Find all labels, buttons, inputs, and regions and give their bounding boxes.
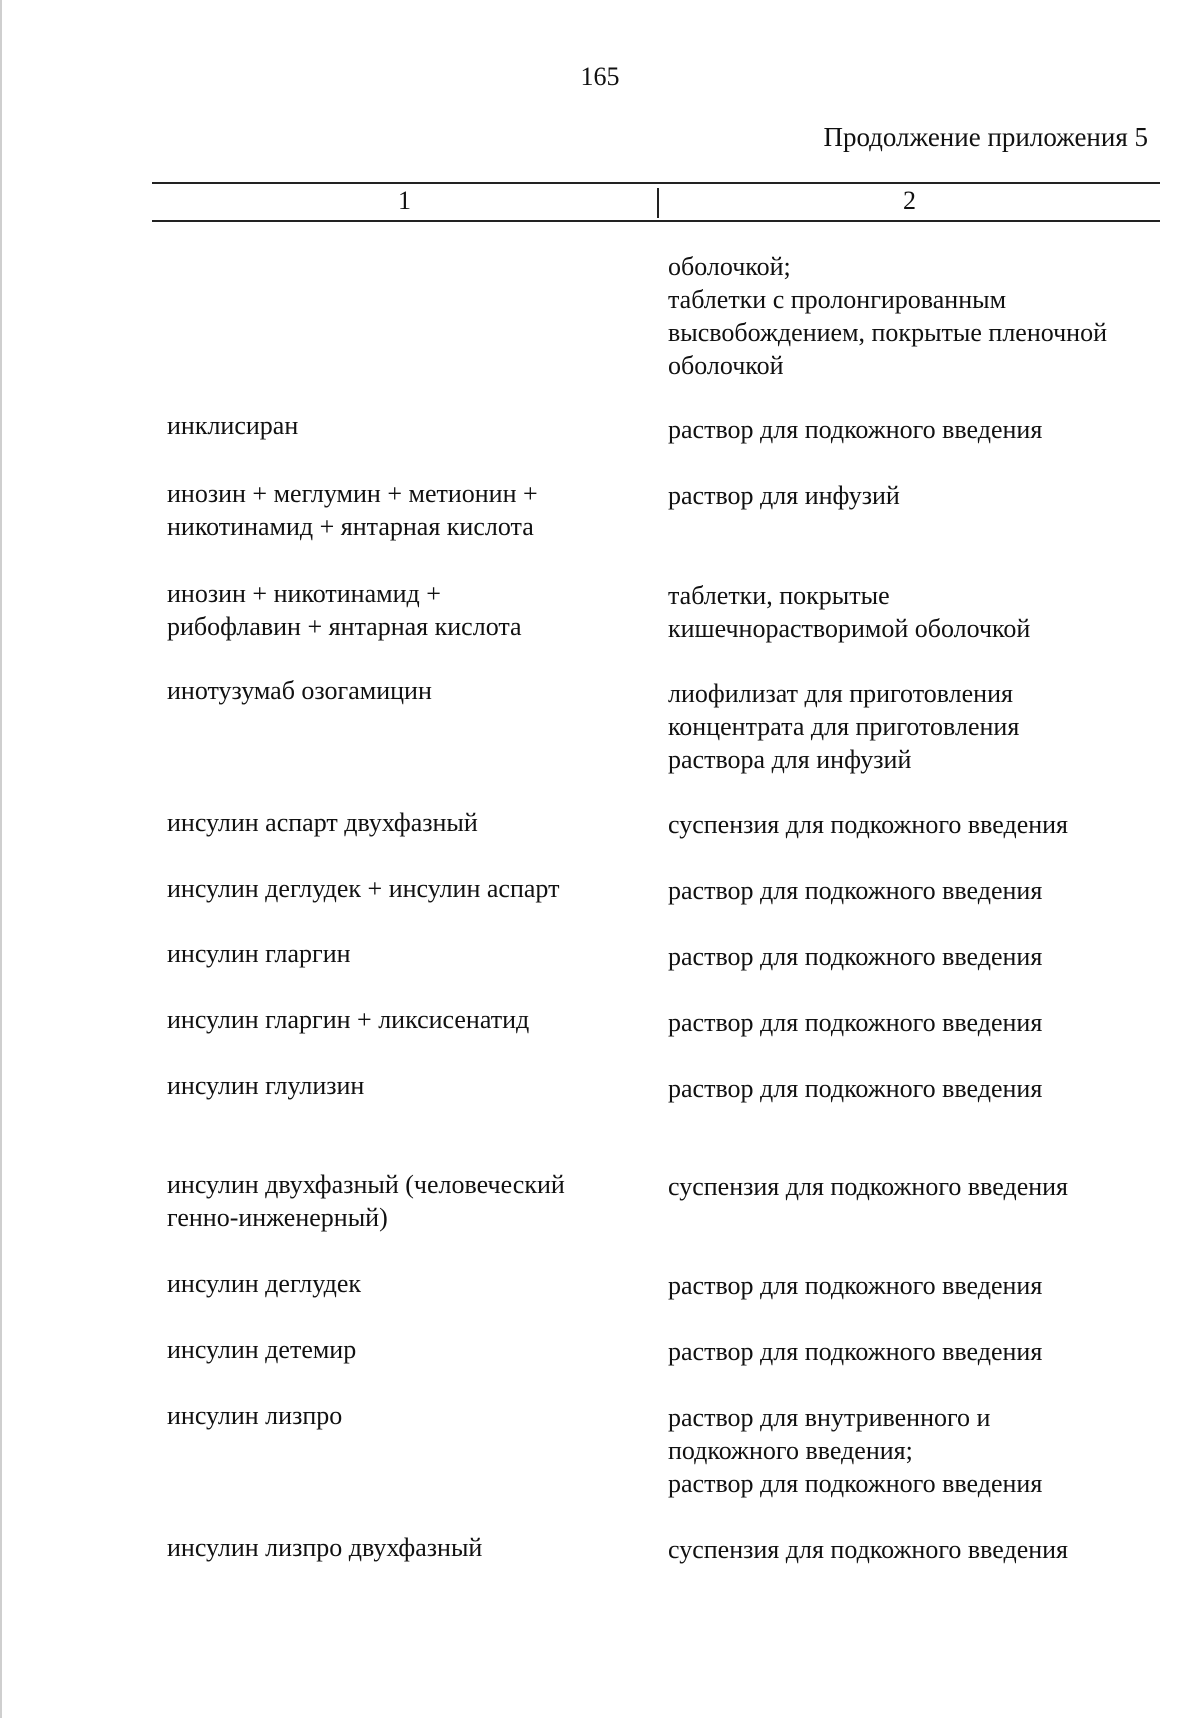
row-name: инозин + меглумин + метионин + никотинамид + янтарная кислота xyxy=(167,479,538,541)
row-name: инсулин лизпро двухфазный xyxy=(167,1533,483,1562)
row-name: инсулин деглудек xyxy=(167,1269,362,1298)
row-form: раствор для подкожного введения xyxy=(668,942,1043,971)
scan-edge xyxy=(0,0,2,1718)
row-name: инозин + никотинамид + рибофлавин + янтарная кислота xyxy=(167,579,522,641)
row-form: раствор для подкожного введения xyxy=(668,1337,1043,1366)
page-number: 165 xyxy=(580,62,620,91)
row-form: раствор для подкожного введения xyxy=(668,415,1043,444)
row-form: лиофилизат для приготовления концентрата для приготовления раствора для инфузий xyxy=(668,679,1020,774)
row-name: инсулин двухфазный (человеческий генно-инженерный) xyxy=(167,1170,565,1232)
row-form: суспензия для подкожного введения xyxy=(668,1172,1069,1201)
row-form: раствор для подкожного введения xyxy=(668,1271,1043,1300)
row-name: инклисиран xyxy=(167,411,299,440)
column-header-2: 2 xyxy=(903,186,916,215)
table-top-rule xyxy=(152,182,1160,184)
table-header-rule xyxy=(152,220,1160,222)
column-header-1: 1 xyxy=(398,186,411,215)
row-name: инсулин глулизин xyxy=(167,1071,365,1100)
row-form: раствор для инфузий xyxy=(668,481,900,510)
row-form: раствор для внутривенного и подкожного введения; раствор для подкожного введения xyxy=(668,1403,1043,1498)
row-name: инсулин аспарт двухфазный xyxy=(167,808,478,837)
continuation-heading: Продолжение приложения 5 xyxy=(823,122,1148,152)
row-name: инсулин деглудек + инсулин аспарт xyxy=(167,874,560,903)
row-name: инсулин детемир xyxy=(167,1335,357,1364)
row-form: раствор для подкожного введения xyxy=(668,1074,1043,1103)
row-form: суспензия для подкожного введения xyxy=(668,810,1069,839)
row-name: инсулин лизпро xyxy=(167,1401,343,1430)
row-name: инсулин гларгин + ликсисенатид xyxy=(167,1005,530,1034)
row-form: раствор для подкожного введения xyxy=(668,1008,1043,1037)
row-name: инотузумаб озогамицин xyxy=(167,676,432,705)
row-form: таблетки, покрытые кишечнорастворимой оболочкой xyxy=(668,581,1031,643)
row-form: оболочкой; таблетки с пролонгированным высвобождением, покрытые пленочной оболочкой xyxy=(668,252,1107,380)
row-form: суспензия для подкожного введения xyxy=(668,1535,1069,1564)
row-form: раствор для подкожного введения xyxy=(668,876,1043,905)
row-name: инсулин гларгин xyxy=(167,939,351,968)
